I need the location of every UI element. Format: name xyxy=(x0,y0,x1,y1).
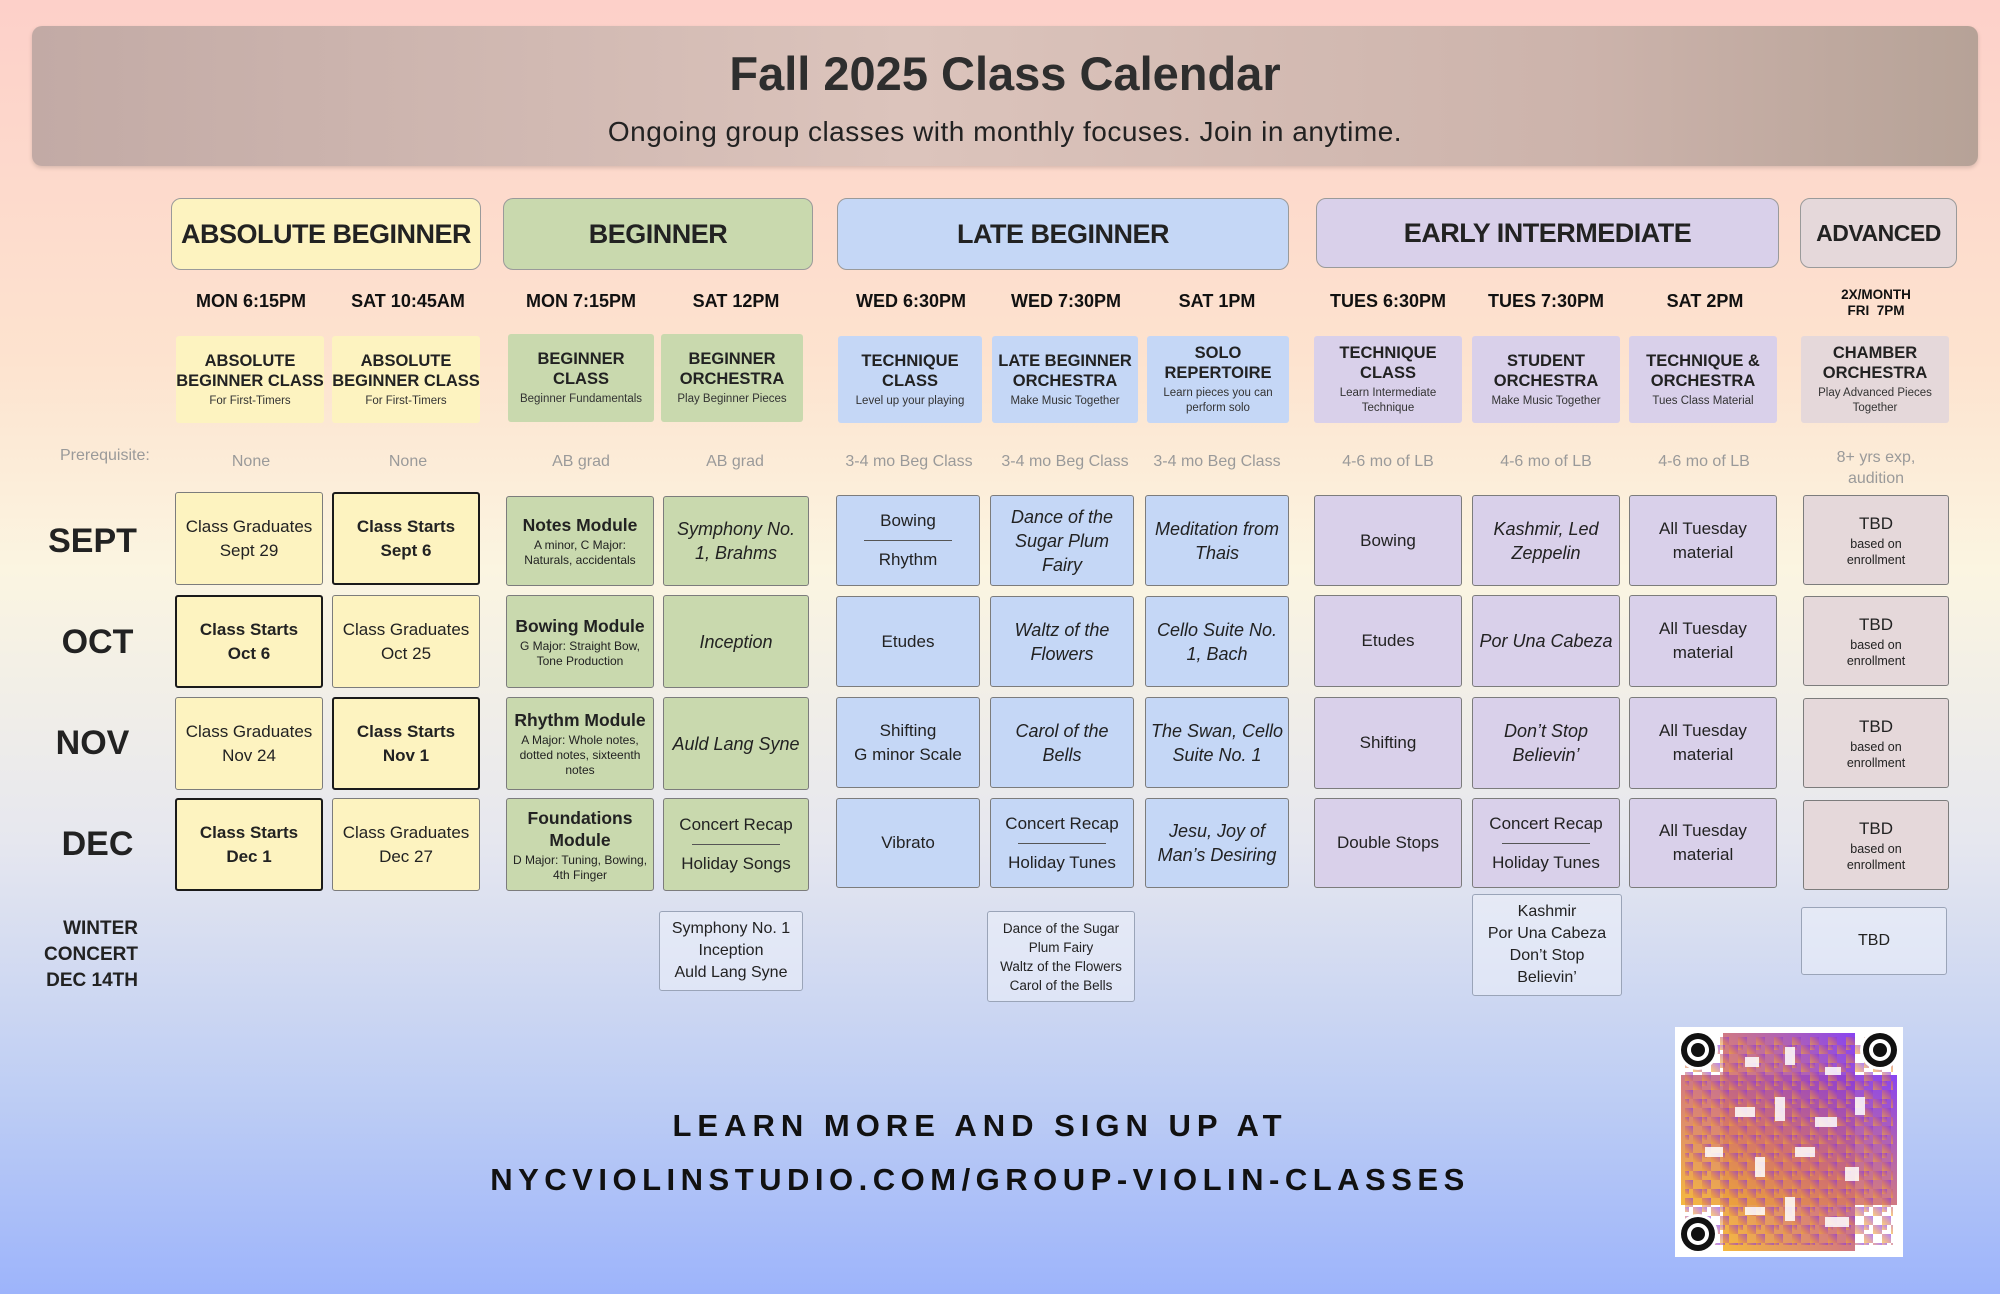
column-time: TUES 6:30PM xyxy=(1329,291,1447,311)
schedule-cell xyxy=(1472,495,1620,586)
prereq-value: AB grad xyxy=(706,453,764,470)
schedule-cell xyxy=(1472,595,1620,687)
column-time: MON 7:15PM xyxy=(525,291,637,311)
schedule-cell xyxy=(1145,697,1289,788)
cell-line: TBD xyxy=(1859,615,1893,634)
schedule-cell xyxy=(1803,800,1949,890)
month-nov: NOV xyxy=(55,724,130,762)
prereq-label: Prerequisite: xyxy=(60,447,150,464)
winter-concert-cell xyxy=(1801,907,1947,975)
schedule-cell xyxy=(175,798,323,891)
cell-text: Etudes xyxy=(1361,631,1415,650)
schedule-cell xyxy=(1145,596,1289,687)
schedule-cell xyxy=(990,697,1134,788)
schedule-cell xyxy=(1629,697,1777,789)
course-card xyxy=(332,336,480,423)
cell-top: Concert Recap xyxy=(1489,813,1603,833)
divider xyxy=(1502,843,1590,844)
schedule-cell xyxy=(1314,798,1462,888)
winter-concert-cell xyxy=(659,911,803,991)
level-early-intermediate: EARLY INTERMEDIATE xyxy=(1316,198,1779,268)
schedule-cell xyxy=(332,697,480,790)
schedule-cell xyxy=(1472,798,1620,888)
winter-piece: Kashmir xyxy=(1517,903,1577,920)
column-time: SAT 2PM xyxy=(1666,291,1744,311)
cell-text: All Tuesday material xyxy=(1659,518,1747,562)
course-description: Beginner Fundamentals xyxy=(519,393,643,405)
cell-bottom: Holiday Tunes xyxy=(1492,852,1600,872)
module-title: Foundations Module xyxy=(527,807,633,850)
winter-piece: Carol of the Bells xyxy=(1009,977,1113,993)
column-time: SAT 10:45AM xyxy=(351,291,465,311)
course-name: TECHNIQUE & ORCHESTRA xyxy=(1646,351,1760,390)
winter-piece: Waltz of the Flowers xyxy=(1000,958,1122,974)
cell-line: Class Starts xyxy=(199,822,299,842)
schedule-cell xyxy=(663,798,809,891)
schedule-cell xyxy=(1314,697,1462,789)
course-description: Learn Intermediate Technique xyxy=(1339,387,1437,414)
piece-title: Por Una Cabeza xyxy=(1479,631,1613,651)
piece-title: Auld Lang Syne xyxy=(672,733,800,754)
piece-title: Inception xyxy=(699,631,773,652)
piece-title: Dance of the Sugar Plum Fairy xyxy=(1010,506,1114,575)
cell-top: Bowing xyxy=(880,511,936,530)
winter-piece: TBD xyxy=(1858,932,1890,949)
course-card xyxy=(1314,336,1462,423)
schedule-cell xyxy=(506,595,654,688)
winter-concert-cell xyxy=(1472,894,1622,996)
prereq-value: 3-4 mo Beg Class xyxy=(1001,453,1129,470)
schedule-cell xyxy=(1803,596,1949,686)
schedule-cell xyxy=(990,495,1134,586)
cell-line: Shifting xyxy=(879,720,937,740)
module-title: Notes Module xyxy=(522,515,638,535)
cell-line: based on enrollment xyxy=(1846,537,1906,567)
cell-line: based on enrollment xyxy=(1846,842,1906,872)
prereq-value: 4-6 mo of LB xyxy=(1658,453,1750,470)
course-card xyxy=(1472,336,1620,423)
divider xyxy=(864,540,952,541)
cell-top: Concert Recap xyxy=(679,815,793,834)
course-card xyxy=(838,336,982,423)
course-description: For First-Timers xyxy=(365,394,447,407)
course-description: For First-Timers xyxy=(209,394,291,407)
schedule-cell xyxy=(1629,798,1777,888)
header-banner xyxy=(32,26,1978,166)
course-card xyxy=(1629,336,1777,423)
cell-line: Oct 6 xyxy=(227,643,271,663)
course-description: Tues Class Material xyxy=(1652,394,1754,407)
cta-line1: LEARN MORE AND SIGN UP AT xyxy=(672,1108,1288,1143)
page-subtitle: Ongoing group classes with monthly focuses. Join in anytime. xyxy=(607,116,1403,147)
schedule-cell xyxy=(663,697,809,790)
cell-line: TBD xyxy=(1859,717,1893,736)
cell-line: based on enrollment xyxy=(1846,638,1906,668)
level-beginner: BEGINNER xyxy=(503,198,813,270)
cell-line: Class Graduates xyxy=(342,619,470,639)
column-time: TUES 7:30PM xyxy=(1487,291,1605,311)
cell-line: Sept 29 xyxy=(219,540,279,560)
module-title: Rhythm Module xyxy=(514,710,646,730)
winter-piece: Por Una Cabeza xyxy=(1487,925,1607,942)
page-title: Fall 2025 Class Calendar xyxy=(729,47,1281,100)
cell-line: Dec 27 xyxy=(379,846,433,866)
prereq-value: 4-6 mo of LB xyxy=(1500,453,1592,470)
cell-text: All Tuesday material xyxy=(1659,821,1747,864)
prereq-value: None xyxy=(231,453,271,470)
piece-title: Jesu, Joy of Man’s Desiring xyxy=(1157,821,1277,865)
schedule-cell xyxy=(332,798,480,891)
course-card xyxy=(508,334,654,422)
cell-text: Double Stops xyxy=(1336,833,1440,852)
prereq-value: 3-4 mo Beg Class xyxy=(1153,453,1281,470)
course-card xyxy=(661,334,803,422)
piece-title: Kashmir, Led Zeppelin xyxy=(1493,518,1599,563)
winter-piece: Dance of the Sugar Plum Fairy xyxy=(1002,920,1120,955)
module-description: D Major: Tuning, Bowing, 4th Finger xyxy=(512,852,648,882)
time-line: 2X/MONTH xyxy=(1841,287,1911,302)
schedule-cell xyxy=(175,595,323,688)
cell-line: Class Starts xyxy=(199,619,299,639)
cell-text: All Tuesday material xyxy=(1659,619,1747,662)
column-time: SAT 1PM xyxy=(1178,291,1256,311)
piece-title: Symphony No. 1, Brahms xyxy=(676,519,796,563)
course-card xyxy=(176,336,324,423)
cell-line: Oct 25 xyxy=(380,643,432,663)
cell-line: Class Graduates xyxy=(342,822,470,842)
course-description: Learn pieces you can perform solo xyxy=(1163,387,1273,414)
prereq-value: 3-4 mo Beg Class xyxy=(845,453,973,470)
schedule-cell xyxy=(332,492,480,585)
cell-top: Concert Recap xyxy=(1005,813,1119,833)
course-name: CHAMBER ORCHESTRA xyxy=(1822,344,1928,382)
piece-title: Waltz of the Flowers xyxy=(1014,619,1110,664)
cell-line: based on enrollment xyxy=(1846,740,1906,770)
winter-concert-cell xyxy=(987,911,1135,1002)
schedule-cell xyxy=(1629,495,1777,586)
course-card xyxy=(1147,336,1289,423)
winter-concert-line2: CONCERT xyxy=(44,944,138,965)
cell-line: Dec 1 xyxy=(226,846,272,866)
schedule-cell xyxy=(836,697,980,788)
schedule-cell xyxy=(175,697,323,790)
column-time: MON 6:15PM xyxy=(195,291,307,311)
winter-piece: Auld Lang Syne xyxy=(674,964,788,981)
column-time xyxy=(1800,287,1952,319)
winter-concert-line3: DEC 14TH xyxy=(46,970,138,991)
module-description: G Major: Straight Bow, Tone Production xyxy=(519,638,641,668)
schedule-cell xyxy=(836,596,980,687)
level-absolute-beginner: ABSOLUTE BEGINNER xyxy=(171,198,481,270)
cell-line: Class Graduates xyxy=(185,721,313,741)
course-name: BEGINNER CLASS xyxy=(537,350,625,388)
module-title: Bowing Module xyxy=(515,615,645,636)
schedule-cell xyxy=(1803,495,1949,585)
schedule-cell xyxy=(990,798,1134,888)
prereq-value: None xyxy=(388,453,428,470)
schedule-cell xyxy=(1314,595,1462,687)
course-description: Play Advanced Pieces Together xyxy=(1818,387,1932,414)
divider xyxy=(1018,843,1106,844)
schedule-cell xyxy=(1145,495,1289,586)
course-name: LATE BEGINNER ORCHESTRA xyxy=(998,351,1132,390)
course-name: ABSOLUTE BEGINNER CLASS xyxy=(176,351,324,390)
schedule-cell xyxy=(1314,495,1462,586)
cell-line: Class Starts xyxy=(356,721,456,741)
course-description: Make Music Together xyxy=(1010,394,1120,407)
course-card xyxy=(992,336,1138,423)
winter-piece: Inception xyxy=(698,942,764,959)
cell-line: TBD xyxy=(1859,514,1893,533)
piece-title: Cello Suite No. 1, Bach xyxy=(1156,619,1278,664)
cell-line: Sept 6 xyxy=(380,540,432,560)
cell-bottom: Holiday Tunes xyxy=(1008,852,1116,872)
cell-text: Vibrato xyxy=(881,833,935,852)
month-oct: OCT xyxy=(61,623,134,661)
cell-bottom: Holiday Songs xyxy=(681,854,791,873)
month-dec: DEC xyxy=(61,825,134,863)
column-time: SAT 12PM xyxy=(692,291,780,311)
schedule-cell xyxy=(663,496,809,586)
piece-title: Carol of the Bells xyxy=(1015,720,1109,765)
cell-text: Shifting xyxy=(1359,733,1417,752)
column-time: WED 7:30PM xyxy=(1010,291,1122,311)
course-name: SOLO REPERTOIRE xyxy=(1164,344,1272,382)
prereq-value: AB grad xyxy=(552,453,610,470)
month-sept: SEPT xyxy=(48,522,137,560)
schedule-cell xyxy=(836,495,980,586)
cta-url[interactable]: NYCVIOLINSTUDIO.COM/GROUP-VIOLIN-CLASSES xyxy=(490,1162,1470,1197)
cell-bottom: Rhythm xyxy=(878,550,938,569)
prereq-value: 8+ yrs exp, audition xyxy=(1836,449,1916,487)
schedule-cell xyxy=(663,595,809,688)
module-description: A minor, C Major: Naturals, accidentals xyxy=(524,538,636,567)
schedule-cell xyxy=(332,595,480,688)
piece-title: Meditation from Thais xyxy=(1154,518,1280,563)
schedule-cell xyxy=(1145,798,1289,888)
column-time: WED 6:30PM xyxy=(855,291,967,311)
time-line: FRI 7PM xyxy=(1847,303,1905,318)
cell-line: Class Starts xyxy=(356,516,456,536)
level-advanced: ADVANCED xyxy=(1800,198,1957,268)
course-name: TECHNIQUE CLASS xyxy=(861,351,959,390)
course-name: TECHNIQUE CLASS xyxy=(1339,344,1437,382)
schedule-cell xyxy=(175,492,323,585)
course-description: Level up your playing xyxy=(855,394,965,407)
winter-piece: Symphony No. 1 xyxy=(671,920,791,937)
schedule-cell xyxy=(990,596,1134,687)
schedule-cell xyxy=(1472,697,1620,789)
course-name: STUDENT ORCHESTRA xyxy=(1493,351,1599,390)
schedule-cell xyxy=(1803,698,1949,788)
winter-concert-label xyxy=(20,916,138,994)
schedule-cell xyxy=(1629,595,1777,687)
schedule-cell xyxy=(506,798,654,891)
course-name: ABSOLUTE BEGINNER CLASS xyxy=(332,351,480,390)
course-card xyxy=(1801,336,1949,423)
cell-line: Class Graduates xyxy=(185,516,313,536)
winter-piece: Don’t Stop Believin’ xyxy=(1509,947,1585,986)
cell-line: TBD xyxy=(1859,819,1893,838)
winter-concert-line1: WINTER xyxy=(63,918,138,939)
schedule-cell xyxy=(506,496,654,586)
cell-line: Nov 1 xyxy=(382,745,430,765)
cell-text: Etudes xyxy=(881,631,935,651)
schedule-cell xyxy=(836,798,980,888)
course-description: Play Beginner Pieces xyxy=(677,393,787,405)
qr-code-icon[interactable] xyxy=(1675,1027,1903,1257)
course-name: BEGINNER ORCHESTRA xyxy=(679,350,785,388)
cell-line: G minor Scale xyxy=(854,744,962,764)
qr-code-graphic xyxy=(1675,1027,1903,1257)
cell-line: Nov 24 xyxy=(222,745,276,765)
course-description: Make Music Together xyxy=(1491,394,1601,407)
prereq-value: 4-6 mo of LB xyxy=(1342,453,1434,470)
level-late-beginner: LATE BEGINNER xyxy=(837,198,1289,270)
module-description: A Major: Whole notes, dotted notes, sixteenth notes xyxy=(519,733,641,777)
schedule-cell xyxy=(506,697,654,790)
piece-title: The Swan, Cello Suite No. 1 xyxy=(1150,720,1284,765)
divider xyxy=(692,844,780,845)
piece-title: Don’t Stop Believin’ xyxy=(1503,721,1589,765)
cell-text: All Tuesday material xyxy=(1659,721,1747,764)
cell-text: Bowing xyxy=(1360,530,1416,550)
